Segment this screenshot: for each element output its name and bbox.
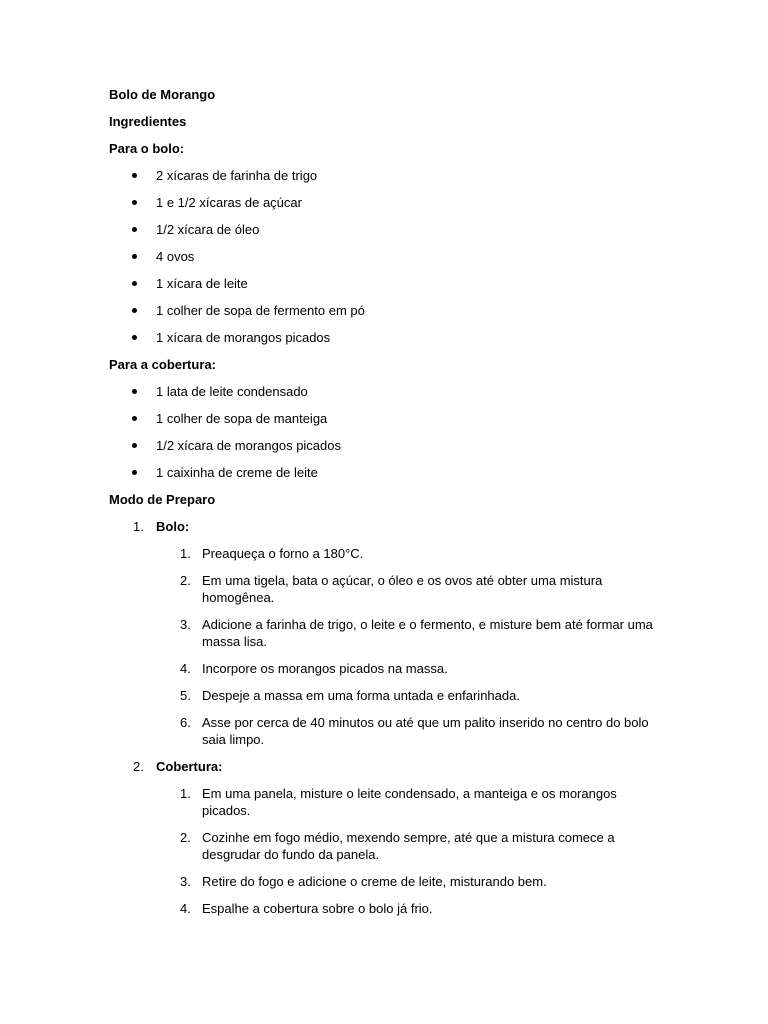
ingredient-text: 1 caixinha de creme de leite (156, 465, 318, 480)
ingredient-text: 1 xícara de leite (156, 276, 248, 291)
ingredient-text: 1 e 1/2 xícaras de açúcar (156, 195, 302, 210)
bullet-icon (132, 281, 137, 286)
substep-text: Em uma tigela, bata o açúcar, o óleo e os ovos até obter uma mistura homogênea. (202, 573, 603, 605)
list-item (109, 302, 668, 319)
ingredient-text: 2 xícaras de farinha de trigo (156, 168, 318, 183)
substep-number: 6. (180, 715, 191, 730)
ingredient-text: 1 lata de leite condensado (156, 384, 308, 399)
method-list (109, 518, 668, 917)
ingredient-text: 1 xícara de morangos picados (156, 330, 331, 345)
list-item (109, 248, 668, 265)
list-item (156, 785, 668, 819)
substep-number: 4. (180, 661, 191, 676)
list-item (109, 464, 668, 481)
list-item (156, 829, 668, 863)
bullet-icon (132, 308, 137, 313)
topping-ingredients-list (109, 383, 668, 481)
substep-number: 2. (180, 830, 191, 845)
substep-number: 1. (180, 786, 191, 801)
ingredient-text: 1/2 xícara de óleo (156, 222, 260, 237)
topping-steps-list (156, 785, 668, 917)
substep-text: Retire do fogo e adicione o creme de leite, misturando bem. (202, 874, 547, 889)
substep-number: 3. (180, 874, 191, 889)
list-item (109, 275, 668, 292)
list-item (109, 383, 668, 400)
substep-text: Em uma panela, misture o leite condensado, a manteiga e os morangos picados. (202, 786, 617, 818)
list-item (156, 545, 668, 562)
substep-number: 4. (180, 901, 191, 916)
cake-ingredients-heading: Para o bolo: (109, 141, 185, 156)
step-number: 1. (133, 519, 144, 534)
substep-text: Incorpore os morangos picados na massa. (202, 661, 448, 676)
substep-text: Adicione a farinha de trigo, o leite e o fermento, e misture bem até formar uma massa lisa. (202, 617, 653, 649)
ingredient-text: 1/2 xícara de morangos picados (156, 438, 341, 453)
substep-text: Despeje a massa em uma forma untada e enfarinhada. (202, 688, 520, 703)
bullet-icon (132, 173, 137, 178)
cake-ingredients-list (109, 167, 668, 346)
list-item (156, 616, 668, 650)
list-item (156, 660, 668, 677)
bullet-icon (132, 227, 137, 232)
list-item (156, 687, 668, 704)
ingredient-text: 1 colher de sopa de fermento em pó (156, 303, 365, 318)
list-item (109, 410, 668, 427)
document-title: Bolo de Morango (109, 87, 216, 102)
substep-number: 2. (180, 573, 191, 588)
substep-text: Cozinhe em fogo médio, mexendo sempre, até que a mistura comece a desgrudar do fundo da panela. (202, 830, 615, 862)
method-section-topping (109, 758, 668, 917)
substep-text: Espalhe a cobertura sobre o bolo já frio. (202, 901, 433, 916)
bullet-icon (132, 443, 137, 448)
list-item (156, 873, 668, 890)
bullet-icon (132, 416, 137, 421)
method-section-cake (109, 518, 668, 748)
ingredient-text: 4 ovos (156, 249, 195, 264)
ingredient-text: 1 colher de sopa de manteiga (156, 411, 328, 426)
list-item (156, 900, 668, 917)
substep-number: 3. (180, 617, 191, 632)
substep-text: Asse por cerca de 40 minutos ou até que um palito inserido no centro do bolo saia limpo. (202, 715, 649, 747)
topping-ingredients-heading: Para a cobertura: (109, 357, 216, 372)
method-heading: Modo de Preparo (109, 492, 216, 507)
substep-text: Preaqueça o forno a 180°C. (202, 546, 364, 561)
bullet-icon (132, 254, 137, 259)
list-item (109, 194, 668, 211)
list-item (109, 221, 668, 238)
substep-number: 5. (180, 688, 191, 703)
bullet-icon (132, 335, 137, 340)
bullet-icon (132, 389, 137, 394)
list-item (156, 714, 668, 748)
step-title: Bolo: (156, 519, 190, 534)
bullet-icon (132, 470, 137, 475)
cake-steps-list (156, 545, 668, 748)
list-item (156, 572, 668, 606)
ingredients-heading: Ingredientes (109, 114, 187, 129)
list-item (109, 437, 668, 454)
step-number: 2. (133, 759, 144, 774)
bullet-icon (132, 200, 137, 205)
list-item (109, 167, 668, 184)
list-item (109, 329, 668, 346)
step-title: Cobertura: (156, 759, 223, 774)
substep-number: 1. (180, 546, 191, 561)
